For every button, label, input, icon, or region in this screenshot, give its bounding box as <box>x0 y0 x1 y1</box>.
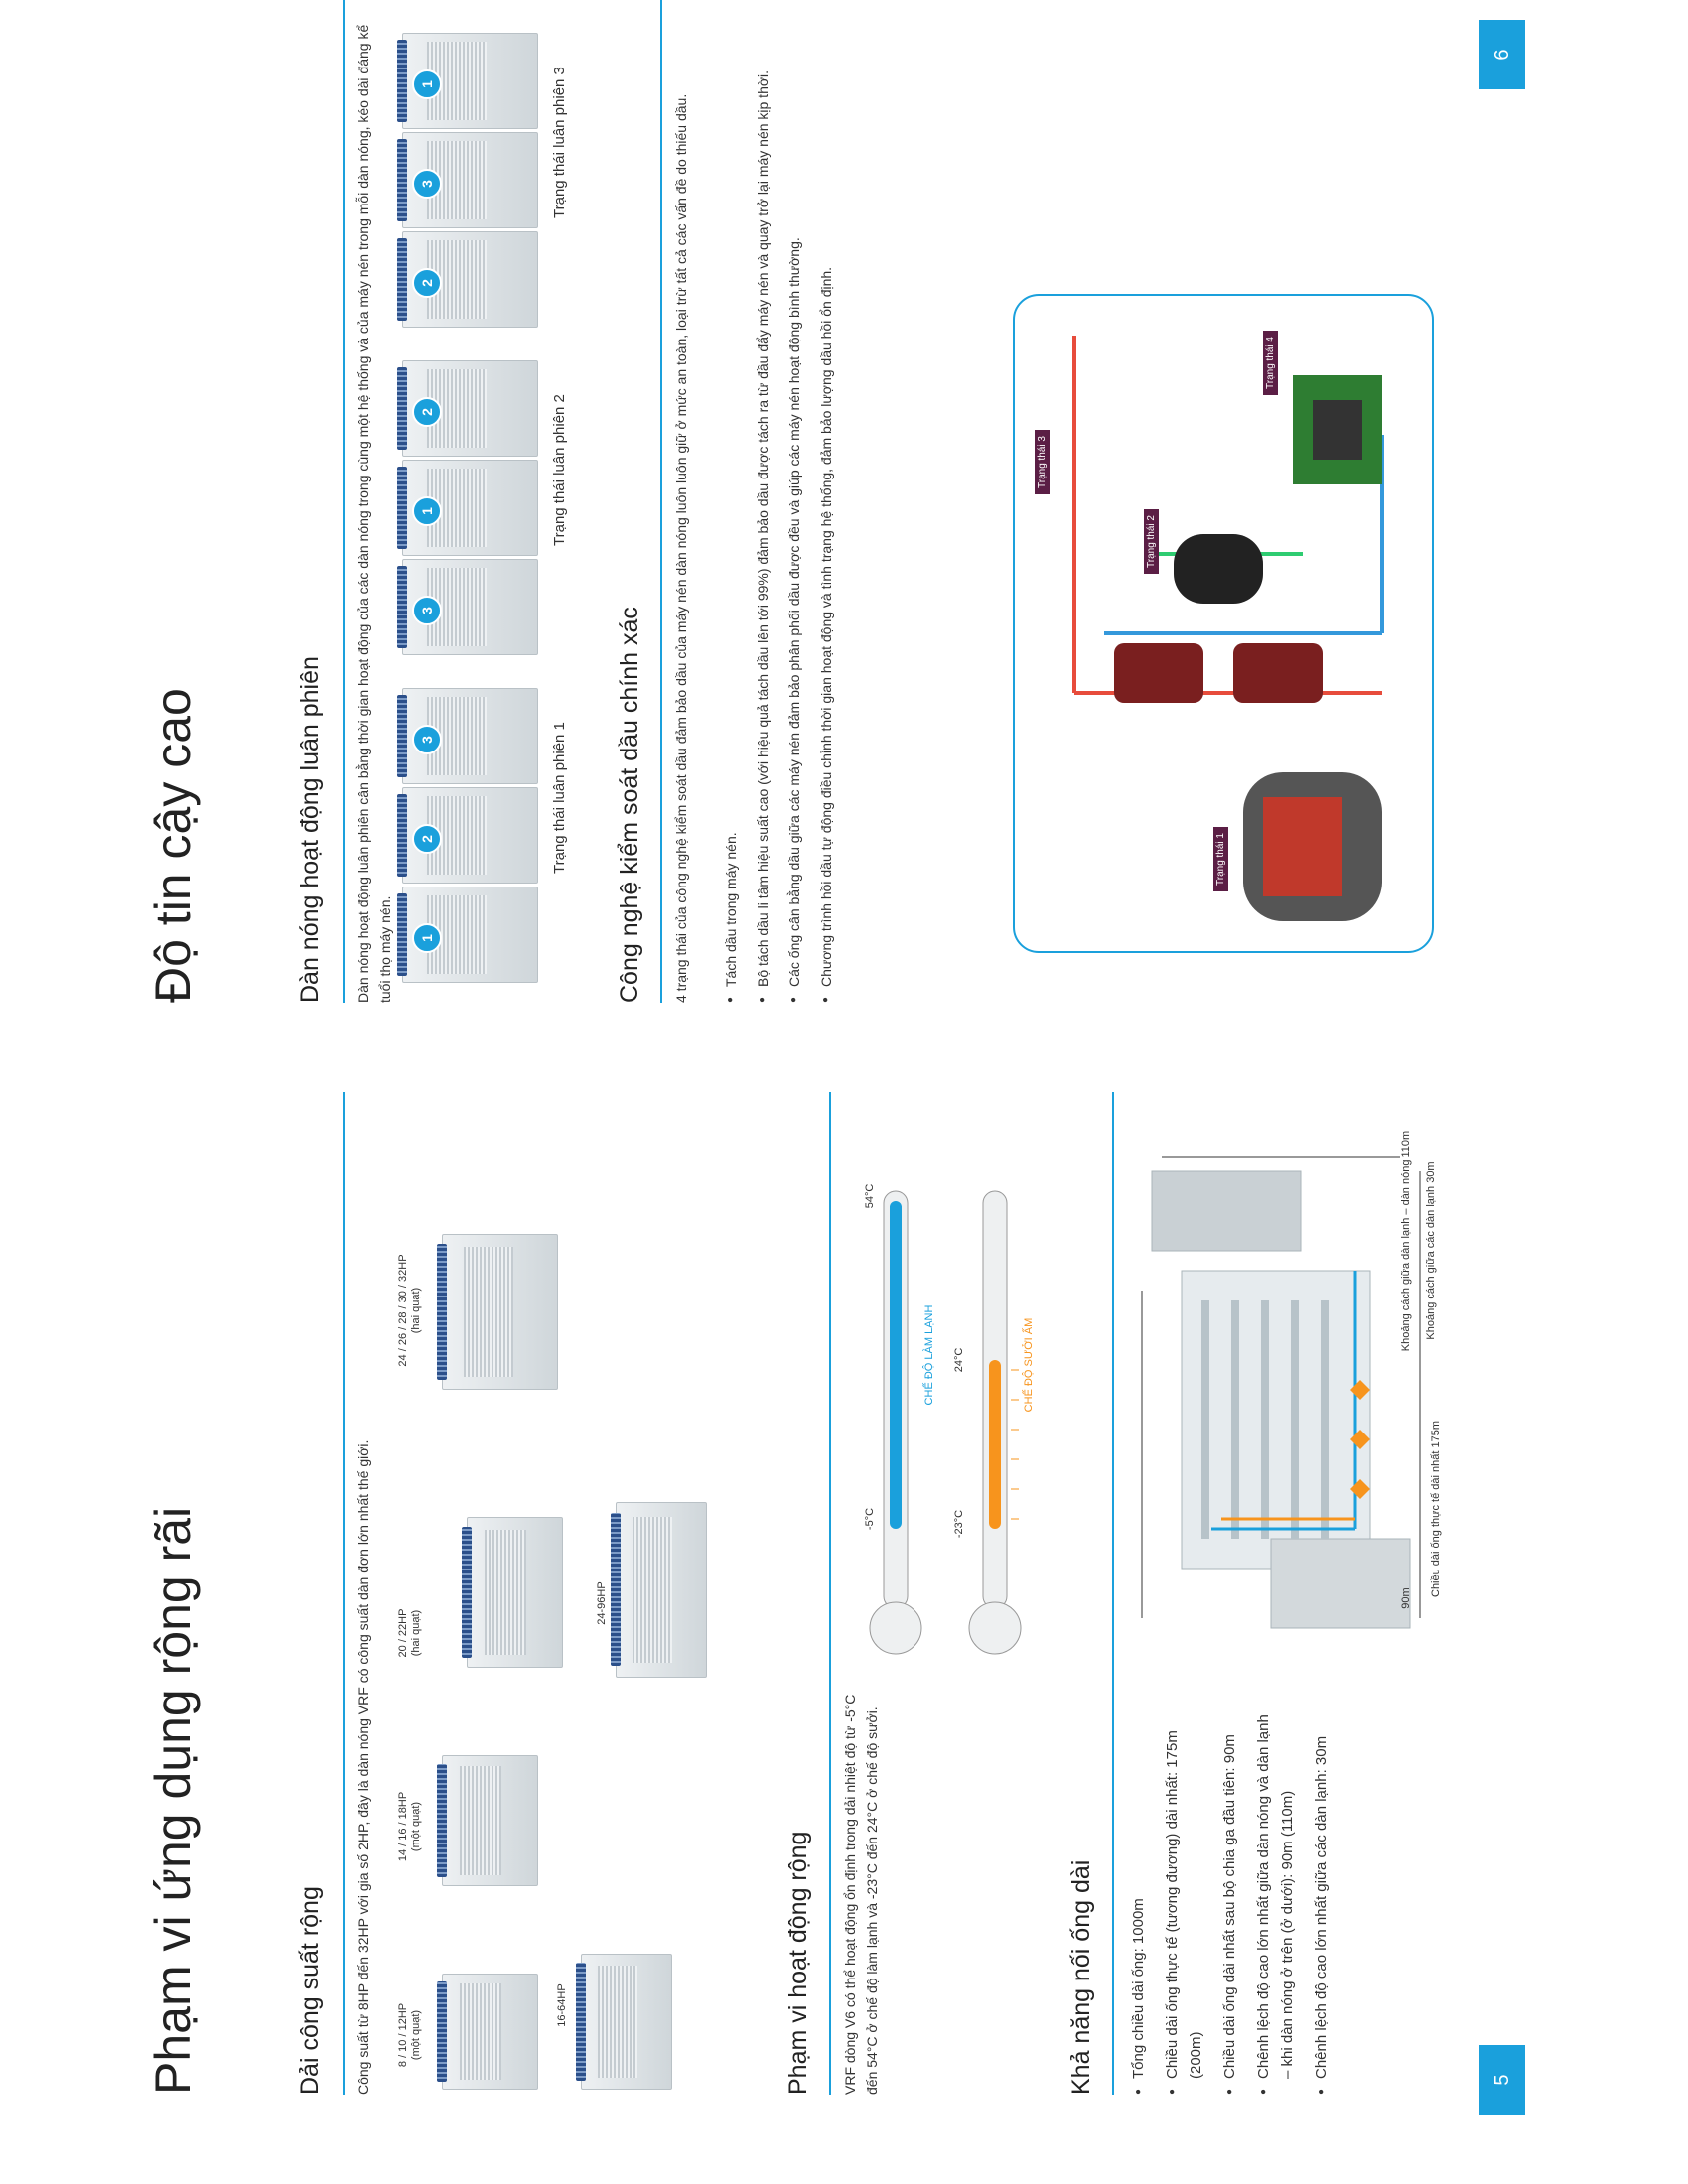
page-title: Phạm vi ứng dụng rộng rãi <box>145 1506 201 2095</box>
combo-label-1: 16-64HP <box>556 1983 568 2027</box>
cooling-thermometer <box>870 1191 921 1654</box>
list-item: ● Chiều dài ống thực tế (tương đương) dài nhất: 175m (200m) <box>1161 1707 1208 2095</box>
order-badge: 2 <box>412 268 442 298</box>
order-badge: 1 <box>412 923 442 953</box>
rotation-heading: Dàn nóng hoạt động luân phiên <box>296 656 324 1003</box>
oil-state-tag: Trạng thái 2 <box>1144 509 1159 574</box>
page-number: 6 <box>1479 20 1525 89</box>
oil-control-diagram <box>1013 294 1434 953</box>
capacity-heading: Dải công suất rộng <box>296 1886 324 2095</box>
cooling-max-label: 54°C <box>864 1183 876 1209</box>
oil-state-tag: Trạng thái 1 <box>1213 827 1228 891</box>
outdoor-unit-combo-24-96 <box>616 1502 707 1678</box>
piping-divider <box>1112 1092 1114 2095</box>
unit-label-4: 24 / 26 / 28 / 30 / 32HP (hai quạt) <box>397 1254 422 1367</box>
cooling-mode-label: CHẾ ĐỘ LÀM LẠNH <box>923 1304 935 1406</box>
order-badge: 3 <box>412 169 442 199</box>
piping-bullets <box>1127 1707 1343 2095</box>
heating-mode-label: CHẾ ĐỘ SƯỞI ẤM <box>1023 1317 1035 1413</box>
diagram-label-longest: Chiều dài ống thực tế dài nhất 175m <box>1430 1421 1442 1597</box>
unit-label-2: 14 / 16 / 18HP (một quạt) <box>397 1791 422 1862</box>
rotation-caption: Trạng thái luân phiên 3 <box>551 67 568 218</box>
oil-bullets <box>720 0 847 1003</box>
diagram-label-90m: 90m <box>1400 1587 1412 1609</box>
heating-fill <box>989 1360 1001 1529</box>
diagram-label-indoor: Khoảng cách giữa các dàn lạnh 30m <box>1425 1161 1437 1340</box>
order-badge: 3 <box>412 725 442 754</box>
list-item: ● Tổng chiều dài ống: 1000m <box>1127 1707 1151 2095</box>
combo-label-2: 24-96HP <box>596 1581 608 1625</box>
rotation-divider <box>343 0 345 1003</box>
outdoor-unit-one-fan-large <box>442 1755 538 1886</box>
rotation-state-3 <box>402 10 601 328</box>
oil-state-tag: Trạng thái 4 <box>1263 331 1278 395</box>
order-badge: 2 <box>412 397 442 427</box>
cooling-fill <box>890 1201 902 1529</box>
outdoor-unit-combo-16-64 <box>581 1954 672 2090</box>
oil-state-tag: Trạng thái 3 <box>1035 430 1050 494</box>
outdoor-unit-two-fan-large <box>442 1234 558 1390</box>
piping-heading: Khả năng nối ống dài <box>1067 1859 1095 2095</box>
heating-min-label: -23°C <box>953 1509 965 1539</box>
list-item: ● Chương trình hồi dầu tự động điều chỉnh thời gian hoạt động và tình trạng hệ thống, đảm bảo lượng dầu hồi ổn định. <box>815 0 837 1003</box>
operating-text: VRF dòng V6 có thể hoạt động ổn định trong dải nhiệt độ từ -5°C đến 54°C ở chế độ làm lạnh và -23°C đến 24°C ở chế độ sưởi. <box>842 1694 880 2095</box>
diagram-label-height: Khoảng cách giữa dàn lạnh – dàn nóng 110m <box>1400 1130 1412 1352</box>
outdoor-unit-one-fan-small <box>442 1974 538 2090</box>
list-item: ● Chiều dài ống dài nhất sau bộ chia ga đầu tiên: 90m <box>1218 1707 1242 2095</box>
order-badge: 3 <box>412 596 442 625</box>
oil-text: 4 trạng thái của công nghệ kiểm soát dầu đảm bảo dầu của máy nén dàn nóng luôn luôn giữ ở mức an toàn, loại trừ tất cả các vấn đề do thiếu dầu. <box>673 93 689 1003</box>
capacity-divider <box>343 1092 345 2095</box>
rotation-state-1 <box>402 665 601 983</box>
page-5 <box>0 1092 1688 2184</box>
operating-heading: Phạm vi hoạt động rộng <box>784 1831 812 2095</box>
oil-heading: Công nghệ kiểm soát dầu chính xác <box>616 607 643 1003</box>
page-number: 5 <box>1479 2045 1525 2115</box>
order-badge: 1 <box>412 69 442 99</box>
page-title: Độ tin cậy cao <box>145 688 201 1003</box>
list-item: ● Tách dầu trong máy nén. <box>720 0 742 1003</box>
order-badge: 2 <box>412 824 442 854</box>
building-piping-diagram <box>1122 1132 1440 1648</box>
rotation-caption: Trạng thái luân phiên 2 <box>551 394 568 546</box>
operating-divider <box>829 1092 831 2095</box>
rotation-state-2 <box>402 338 601 655</box>
rotation-caption: Trạng thái luân phiên 1 <box>551 722 568 874</box>
unit-label-1: 8 / 10 / 12HP (một quạt) <box>397 2002 422 2068</box>
capacity-text: Công suất từ 8HP đến 32HP với gia số 2HP, đây là dàn nóng VRF có công suất dàn đơn lớn nhất thế giới. <box>355 1439 371 2095</box>
outdoor-unit-two-fan <box>467 1517 563 1668</box>
order-badge: 1 <box>412 496 442 526</box>
oil-divider <box>660 0 662 1003</box>
cooling-min-label: -5°C <box>864 1507 876 1531</box>
list-item: ● Bộ tách dầu li tâm hiệu suất cao (với hiệu quả tách dầu lên tới 99%) đảm bảo dầu được tách ra từ đầu đẩy máy nén và quay trở lại máy nén kịp thời. <box>752 0 774 1003</box>
heating-max-label: 24°C <box>953 1347 965 1373</box>
list-item: ● Chênh lệch độ cao lớn nhất giữa các dàn lạnh: 30m <box>1310 1707 1334 2095</box>
list-item: ● Chênh lệch độ cao lớn nhất giữa dàn nóng và dàn lạnh – khi dàn nóng ở trên (ở dưới): 90m (110m) <box>1252 1707 1300 2095</box>
unit-label-3: 20 / 22HP (hai quạt) <box>397 1608 422 1658</box>
heating-thermometer <box>969 1191 1021 1654</box>
rotation-text: Dàn nóng hoạt động luân phiên cân bằng thời gian hoạt động của các dàn nóng trong cùng một hệ thống và của máy nén trong mỗi dàn nóng, kéo dài đáng kể tuổi thọ máy nén. <box>355 24 393 1003</box>
list-item: ● Các ống cân bằng dầu giữa các máy nén đảm bảo phân phối dầu được đều và giúp các máy nén hoạt động bình thường. <box>783 0 805 1003</box>
